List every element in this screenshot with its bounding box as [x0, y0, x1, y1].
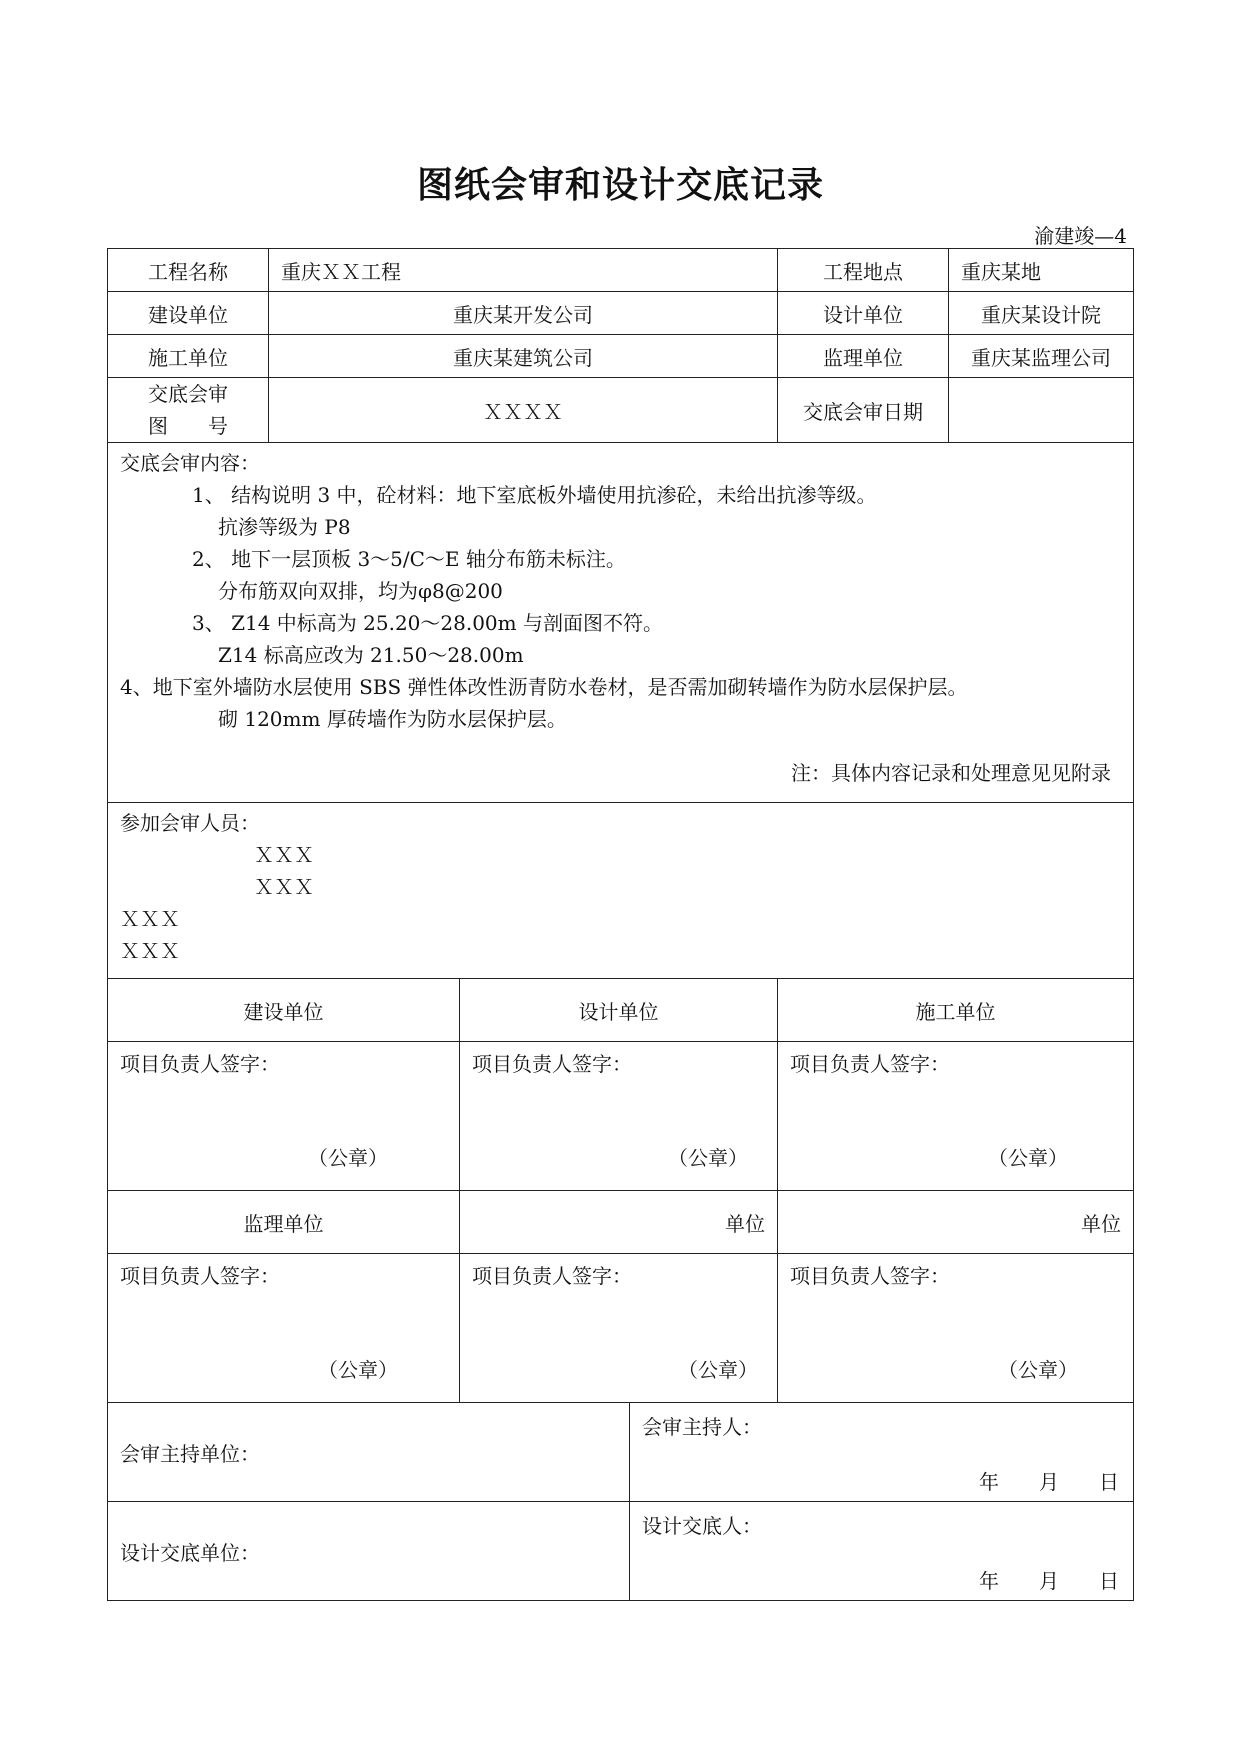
signature-cell [778, 1254, 1134, 1403]
content-line: Z14 标高应改为 21.50～28.00m [218, 643, 524, 667]
participant-name: ＸＸＸ [254, 843, 314, 867]
content-line: 4、地下室外墙防水层使用 SBS 弹性体改性沥青防水卷材，是否需加砌转墙作为防水层保护层。 [120, 675, 968, 699]
participants-cell [108, 803, 1134, 979]
signature-label: 项目负责人签字： [472, 1264, 632, 1288]
host-person-label: 会审主持人： [642, 1415, 762, 1439]
project-name-value: 重庆ＸＸ工程 [269, 249, 778, 292]
signature-row-1 [108, 1042, 1134, 1191]
signature-label: 项目负责人签字： [790, 1264, 951, 1288]
owner-label: 建设单位 [108, 292, 269, 335]
drawing-no-value: ＸＸＸＸ [269, 378, 778, 443]
project-location-value: 重庆某地 [949, 249, 1134, 292]
owner-designer-row [108, 292, 1134, 335]
seal-label: （公章） [668, 1146, 748, 1170]
project-name-label: 工程名称 [108, 249, 269, 292]
date-value [949, 378, 1134, 443]
date-label: 交底会审日期 [778, 378, 949, 443]
document-number: 渝建竣—4 [1034, 224, 1127, 248]
owner-value: 重庆某开发公司 [269, 292, 778, 335]
supervisor-label: 监理单位 [778, 335, 949, 378]
day-label: 日 [1099, 1470, 1120, 1494]
participants-row [108, 803, 1134, 979]
participant-name: ＸＸＸ [120, 907, 180, 931]
drawing-no-label-line2: 图 号 [148, 414, 228, 438]
content-line: 分布筋双向双排，均为φ8@200 [218, 579, 503, 603]
design-person-label: 设计交底人： [642, 1514, 762, 1538]
signature-label: 项目负责人签字： [120, 1052, 280, 1076]
content-line: 3、 Z14 中标高为 25.20～28.00m 与剖面图不符。 [192, 611, 663, 635]
page-title: 图纸会审和设计交底记录 [416, 165, 824, 206]
seal-label: （公章） [318, 1358, 398, 1382]
year-label: 年 [979, 1470, 1000, 1494]
contractor-supervisor-row [108, 335, 1134, 378]
signature-label: 项目负责人签字： [790, 1052, 951, 1076]
year-label: 年 [979, 1569, 1000, 1593]
host-person-cell [630, 1403, 1134, 1502]
content-row [108, 443, 1134, 803]
drawing-no-label [108, 378, 269, 443]
content-line: 2、 地下一层顶板 3～5/C～E 轴分布筋未标注。 [192, 547, 626, 571]
day-label: 日 [1099, 1569, 1120, 1593]
unit-supervisor-header: 监理单位 [108, 1191, 460, 1254]
unit-owner-header: 建设单位 [108, 979, 460, 1042]
design-person-cell [630, 1502, 1134, 1601]
month-label: 月 [1039, 1470, 1060, 1494]
unit-blank-header: 单位 [460, 1191, 778, 1254]
content-line: 砌 120mm 厚砖墙作为防水层保护层。 [218, 707, 567, 731]
record-table [107, 248, 1134, 1601]
host-unit-cell: 会审主持单位： [108, 1403, 630, 1502]
content-note: 注：具体内容记录和处理意见见附录 [791, 761, 1112, 785]
design-unit-cell: 设计交底单位： [108, 1502, 630, 1601]
designer-label: 设计单位 [778, 292, 949, 335]
designer-value: 重庆某设计院 [949, 292, 1134, 335]
host-row [108, 1403, 1134, 1502]
signature-label: 项目负责人签字： [472, 1052, 632, 1076]
participant-name: ＸＸＸ [120, 939, 180, 963]
signature-cell [778, 1042, 1134, 1191]
participants-heading: 参加会审人员： [120, 811, 260, 835]
contractor-label: 施工单位 [108, 335, 269, 378]
host-date [939, 1466, 1119, 1495]
unit-designer-header: 设计单位 [460, 979, 778, 1042]
seal-label: （公章） [308, 1146, 388, 1170]
drawing-no-label-line1: 交底会审 [148, 382, 228, 406]
seal-label: （公章） [988, 1146, 1069, 1170]
design-row [108, 1502, 1134, 1601]
drawing-date-row [108, 378, 1134, 443]
unit-header-row-2 [108, 1191, 1134, 1254]
signature-cell [460, 1254, 778, 1403]
signature-cell [108, 1254, 460, 1403]
content-heading: 交底会审内容： [120, 451, 260, 475]
seal-label: （公章） [998, 1358, 1079, 1382]
content-cell [108, 443, 1134, 803]
supervisor-value: 重庆某监理公司 [949, 335, 1134, 378]
content-line: 1、 结构说明 3 中，砼材料：地下室底板外墙使用抗渗砼，未给出抗渗等级。 [192, 483, 877, 507]
signature-cell [460, 1042, 778, 1191]
unit-blank-header: 单位 [778, 1191, 1134, 1254]
signature-label: 项目负责人签字： [120, 1264, 280, 1288]
seal-label: （公章） [678, 1358, 758, 1382]
content-line: 抗渗等级为 P8 [218, 515, 351, 539]
month-label: 月 [1039, 1569, 1060, 1593]
contractor-value: 重庆某建筑公司 [269, 335, 778, 378]
signature-cell [108, 1042, 460, 1191]
unit-contractor-header: 施工单位 [778, 979, 1134, 1042]
signature-row-2 [108, 1254, 1134, 1403]
unit-header-row-1 [108, 979, 1134, 1042]
project-location-label: 工程地点 [778, 249, 949, 292]
design-date [939, 1565, 1119, 1594]
participant-name: ＸＸＸ [254, 875, 314, 899]
project-name-row [108, 249, 1134, 292]
